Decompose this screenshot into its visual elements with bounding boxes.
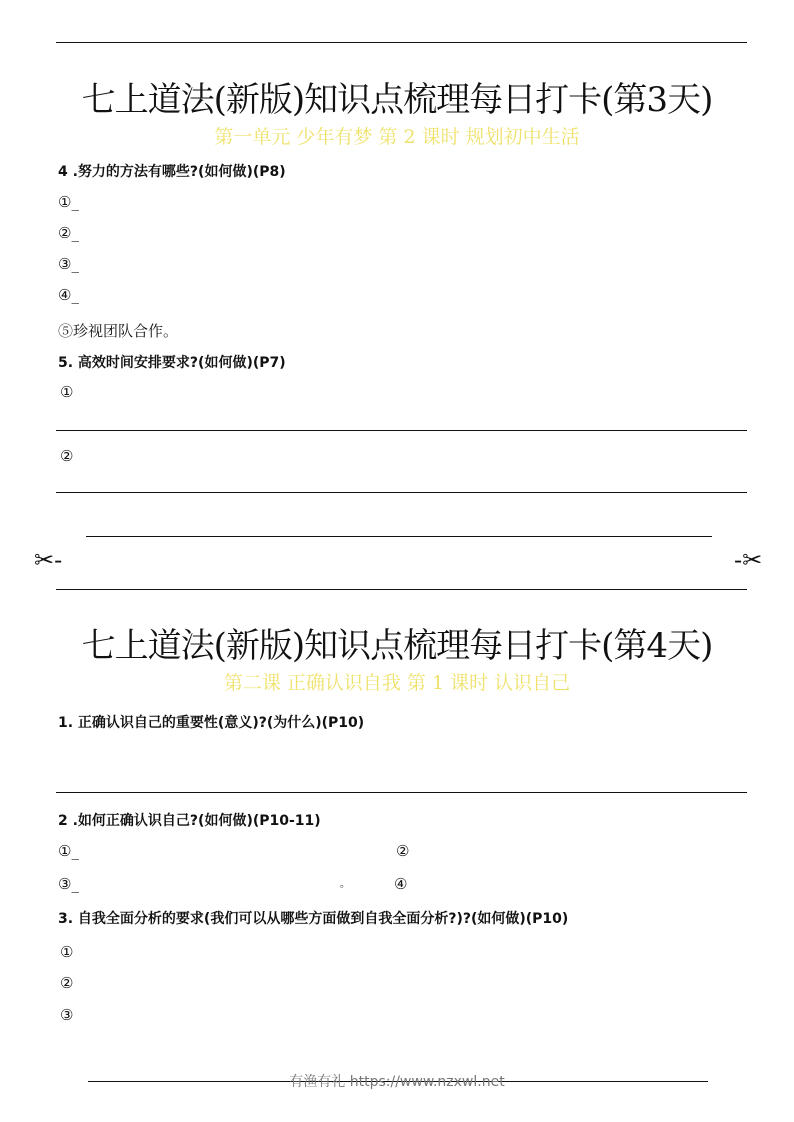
answer-line: ①_ [58, 842, 79, 860]
answer-line: ① [60, 383, 74, 401]
answer-line: ②_ [58, 224, 79, 242]
answer-line: ③_ [58, 875, 79, 893]
answer-line: ② [60, 447, 74, 465]
day4-question-3: 3. 自我全面分析的要求(我们可以从哪些方面做到自我全面分析?)?(如何做)(P10) [58, 911, 569, 927]
cut-rule-top [86, 536, 712, 537]
scissors-icon-right: -✂ [734, 546, 763, 574]
top-rule [56, 42, 747, 43]
day3-subtitle: 第一单元 少年有梦 第 2 课时 规划初中生活 [214, 126, 580, 148]
day3-title: 七上道法(新版)知识点梳理每日打卡(第3天) [81, 80, 713, 120]
scissors-icon-left: ✂- [34, 546, 63, 574]
answer-line: ③_ [58, 255, 79, 273]
answer-line: ① [60, 943, 74, 961]
answer-line: ④ [394, 875, 408, 893]
answer-rule [56, 430, 747, 431]
day3-question-4: 4 .努力的方法有哪些?(如何做)(P8) [58, 164, 286, 180]
day4-title: 七上道法(新版)知识点梳理每日打卡(第4天) [81, 626, 713, 666]
answer-line: ② [60, 974, 74, 992]
day4-question-2: 2 .如何正确认识自己?(如何做)(P10-11) [58, 813, 321, 829]
answer-line: ③ [60, 1006, 74, 1024]
answer-line: ①_ [58, 193, 79, 211]
day3-question-5: 5. 高效时间安排要求?(如何做)(P7) [58, 355, 286, 371]
answer-line: ② [396, 842, 410, 860]
day4-subtitle: 第二课 正确认识自我 第 1 课时 认识自己 [223, 672, 571, 694]
answer-line: ④_ [58, 286, 79, 304]
answer-rule [56, 492, 747, 493]
answer-line: ⑤珍视团队合作。 [58, 322, 179, 340]
answer-line: 。 [340, 879, 350, 890]
answer-rule [56, 792, 747, 793]
footer-watermark: 有渔有礼 https://www.nzxwl.net [289, 1074, 505, 1090]
cut-rule-bottom [56, 589, 747, 590]
day4-question-1: 1. 正确认识自己的重要性(意义)?(为什么)(P10) [58, 715, 365, 731]
